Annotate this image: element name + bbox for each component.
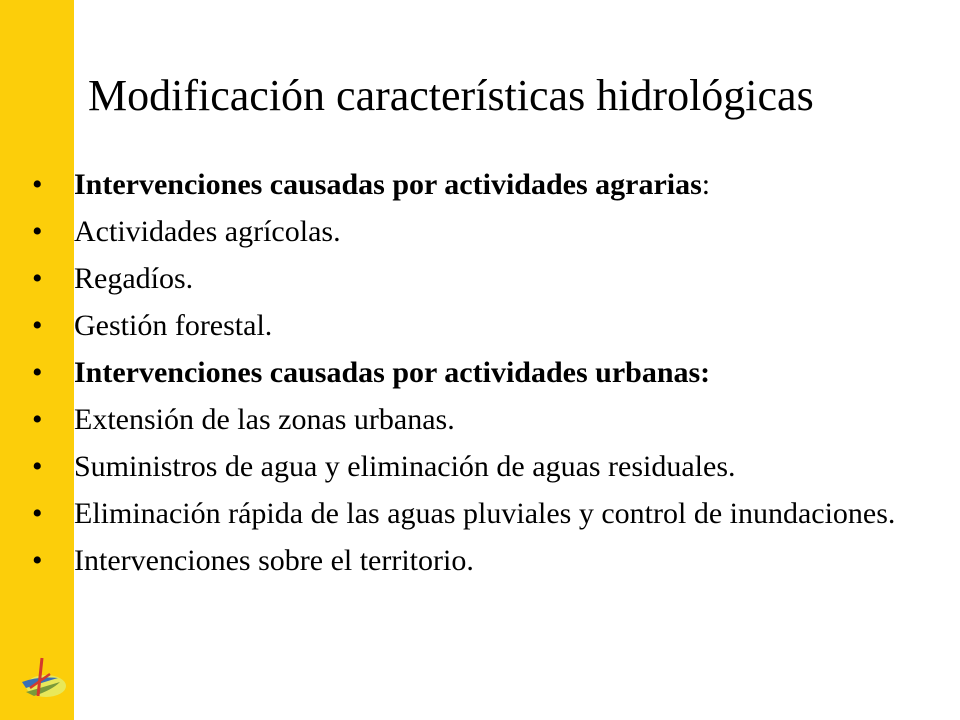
bullet-item-territory [32,544,912,578]
bullet-text: Eliminación rápida de las aguas pluviales y control de inundaciones. [74,497,896,530]
bullet-marker: • [32,309,43,342]
bullet-marker: • [32,356,43,389]
bullet-item-forest-management [32,309,912,343]
bullet-suffix: : [701,168,711,201]
bullet-text: Intervenciones sobre el territorio. [74,544,474,577]
bullet-text: Suministros de agua y eliminación de aguas residuales. [74,450,736,483]
bullet-marker: • [32,262,43,295]
bullet-item-agricultural-activities [32,215,912,249]
bullet-marker: • [32,450,43,483]
bullet-text: Gestión forestal. [74,309,273,342]
bullet-marker: • [32,168,43,201]
bullet-text: Extensión de las zonas urbanas. [74,403,455,436]
bullet-marker: • [32,497,43,530]
bullet-item-urban-interventions [32,356,912,390]
bullet-text: Actividades agrícolas. [74,215,341,248]
bullet-item-urban-expansion [32,403,912,437]
bullet-item-agrarian-interventions [32,168,912,202]
bullet-item-stormwater [32,497,912,531]
bullet-marker: • [32,215,43,248]
bullet-item-water-supply [32,450,912,484]
bullet-text: Regadíos. [74,262,194,295]
bullet-list [32,168,912,591]
bullet-marker: • [32,403,43,436]
slide-title: Modificación características hidrológicas [88,71,814,120]
bullet-text: Intervenciones causadas por actividades urbanas: [74,356,711,389]
logo-icon [16,656,66,700]
bullet-marker: • [32,544,43,577]
bullet-item-irrigation [32,262,912,296]
bullet-text: Intervenciones causadas por actividades agrarias [74,168,702,201]
